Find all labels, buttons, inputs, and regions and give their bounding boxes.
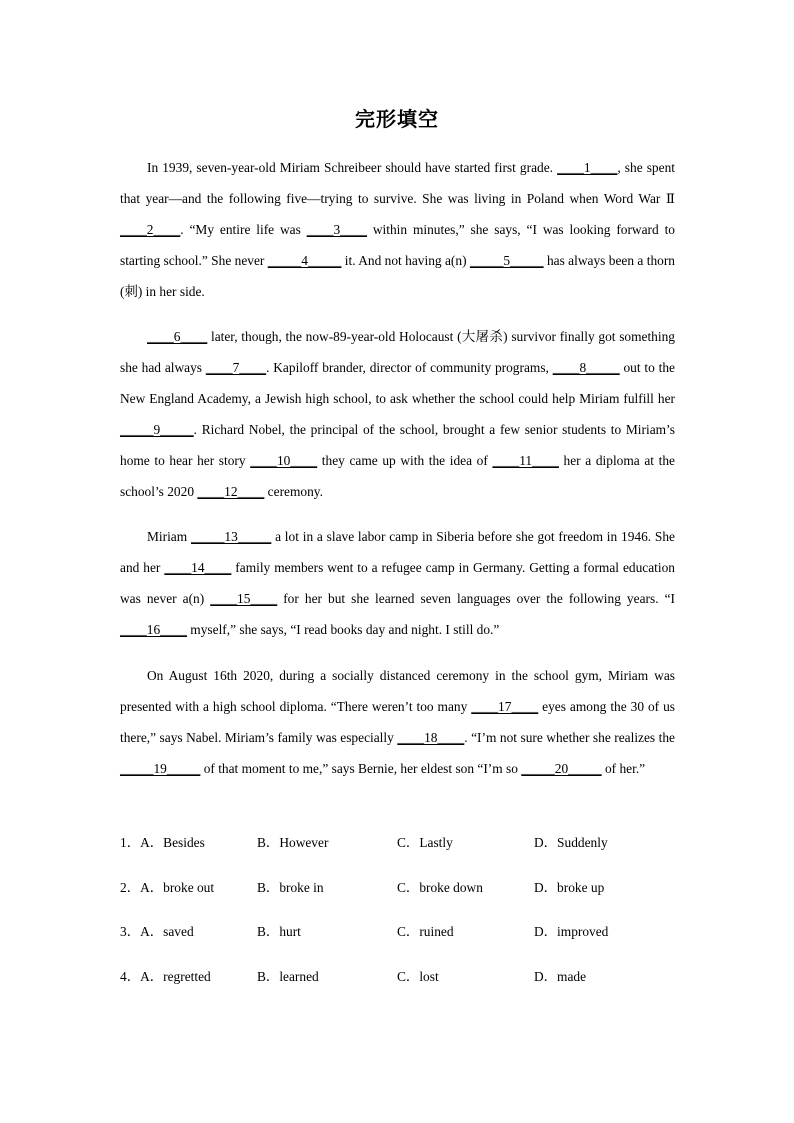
answer-blank[interactable]: ____17____ (471, 699, 539, 714)
option-c[interactable]: C．broke down (397, 879, 483, 895)
option-c[interactable]: C．ruined (397, 924, 454, 939)
question-options (120, 832, 680, 1010)
passage-text: . “I’m not sure whether she realizes the (464, 730, 675, 745)
answer-blank[interactable]: ____7____ (205, 360, 267, 375)
passage-text: it. And not having a(n) (341, 253, 470, 268)
answer-blank[interactable]: ____3____ (306, 222, 367, 237)
passage-paragraph-4 (120, 660, 675, 784)
passage-text: out to the New England Academy, a Jewish high school, to ask whether the school could help Miriam fulfill her (120, 360, 675, 406)
answer-blank[interactable]: ____1____ (557, 160, 618, 175)
passage-text: a lot in a slave labor camp in Siberia before she got freedom in 1946. She and her (120, 529, 675, 575)
passage-text: they came up with the idea of (317, 453, 493, 468)
answer-blank[interactable]: ____10____ (250, 453, 318, 468)
page-title: 完形填空 (355, 107, 439, 131)
option-b[interactable]: B．hurt (257, 924, 301, 939)
passage-text: eyes among the 30 of us there,” says Nabel. Miriam’s family was especially (120, 699, 675, 745)
passage-text: within minutes,” she says, “I was looking forward to starting school.” She never (120, 222, 675, 268)
passage-text: On August 16th 2020, during a socially distanced ceremony in the school gym, Miriam was presented with a high school diploma. “There weren’t too many (120, 668, 675, 714)
answer-blank[interactable]: ____8_____ (552, 360, 620, 375)
answer-blank[interactable]: _____13_____ (190, 529, 272, 544)
answer-blank[interactable]: _____9_____ (120, 422, 194, 437)
passage-text: myself,” she says, “I read books day and night. I still do.” (186, 622, 500, 637)
passage-paragraph-3 (120, 521, 675, 645)
answer-blank[interactable]: ____11____ (492, 453, 559, 468)
passage-text: In 1939, seven-year-old Miriam Schreibeer should have started first grade. (147, 160, 558, 175)
option-b[interactable]: B．broke in (257, 879, 324, 895)
answer-blank[interactable]: ____6____ (147, 329, 208, 344)
passage-text: her a diploma at the school’s 2020 (120, 453, 675, 499)
question-row (120, 877, 680, 922)
answer-blank[interactable]: ____15____ (210, 591, 278, 606)
passage-text: , she spent that year—and the following five—trying to survive. She was living in Poland when Word War Ⅱ (120, 160, 675, 206)
answer-blank[interactable]: ____14____ (164, 560, 232, 575)
passage-text: ceremony. (264, 484, 323, 499)
passage-text: for her but she learned seven languages over the following years. “I (277, 591, 675, 606)
passage-text: later, though, the now-89-year-old Holocaust (大屠杀) survivor finally got something she had always (120, 329, 675, 375)
option-d[interactable]: D．Suddenly (534, 835, 608, 850)
option-a[interactable]: 4．A．regretted (120, 968, 211, 984)
answer-blank[interactable]: ____12____ (197, 484, 265, 499)
answer-blank[interactable]: _____19_____ (120, 761, 201, 776)
question-row (120, 966, 680, 1011)
answer-blank[interactable]: ____18____ (397, 730, 465, 745)
passage-text: of that moment to me,” says Bernie, her eldest son “I’m so (200, 761, 522, 776)
passage-text: of her.” (601, 761, 646, 776)
option-b[interactable]: B．However (257, 835, 329, 850)
option-d[interactable]: D．broke up (534, 879, 605, 895)
passage-paragraph-2 (120, 321, 675, 507)
option-c[interactable]: C．lost (397, 968, 439, 984)
passage-text: Miriam (147, 529, 191, 544)
answer-blank[interactable]: _____5_____ (469, 253, 544, 268)
option-d[interactable]: D．improved (534, 924, 609, 939)
passage-paragraph-1 (120, 152, 675, 307)
option-c[interactable]: C．Lastly (397, 835, 453, 850)
answer-blank[interactable]: _____20_____ (521, 761, 602, 776)
passage-text: . Richard Nobel, the principal of the school, brought a few senior students to Miriam’s home to hear her story (120, 422, 675, 468)
passage-text: . “My entire life was (180, 222, 307, 237)
option-a[interactable]: 2．A．broke out (120, 879, 215, 895)
option-a[interactable]: 3．A．saved (120, 924, 194, 939)
passage-text: has always been a thorn (刺) in her side. (120, 253, 675, 299)
passage-text: . Kapiloff brander, director of community programs, (266, 360, 553, 375)
answer-blank[interactable]: ____16____ (120, 622, 187, 637)
passage-text: family members went to a refugee camp in Germany. Getting a formal education was never a(n) (120, 560, 675, 606)
option-a[interactable]: 1．A．Besides (120, 835, 205, 850)
answer-blank[interactable]: _____4_____ (267, 253, 342, 268)
option-b[interactable]: B．learned (257, 968, 319, 984)
question-row (120, 921, 680, 966)
answer-blank[interactable]: ____2____ (120, 222, 181, 237)
question-row (120, 832, 680, 877)
option-d[interactable]: D．made (534, 968, 587, 984)
